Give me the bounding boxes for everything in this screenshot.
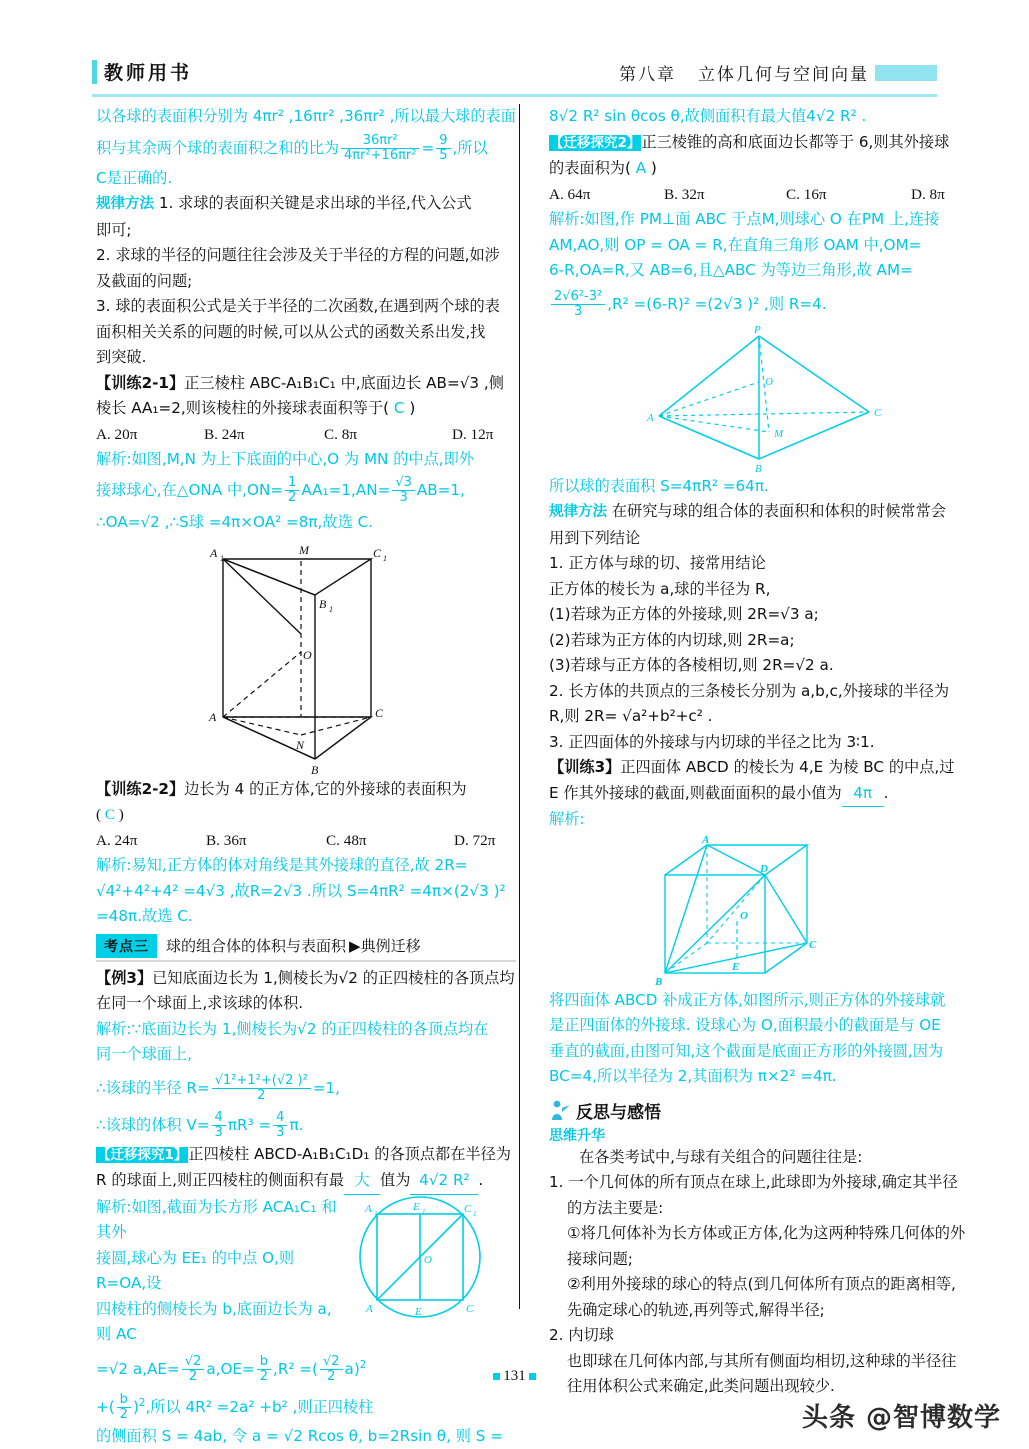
siwei-item1d: 接球问题; <box>567 1249 633 1268</box>
fraction-radius: $\frac{\text{√1²+1²+(√2 )²}}{2}$ <box>212 1074 311 1104</box>
guilv2-line5: (1)若球为正方体的外接球,则 2R=√3 a; <box>549 605 819 623</box>
svg-text:E: E <box>731 960 739 973</box>
xunlian21-q2: 棱长 AA₁=2,则该棱柱的外接球表面积等于( <box>96 399 390 417</box>
sol4-d: a <box>344 1359 354 1378</box>
li3-sol4-mid: πR³ = <box>227 1115 272 1134</box>
guilv-line6: 面积相关关系的问题的时候,可以从公式的函数关系出发,找 <box>96 322 486 341</box>
svg-text:E: E <box>415 1305 422 1318</box>
right-cont1: 8√2 R² sin θcos θ,故侧面积有最大值4√2 R² . <box>549 107 867 125</box>
fansi-title: 反思与感悟 <box>576 1102 661 1123</box>
svg-text:C: C <box>464 1202 472 1215</box>
fraction-half: $\frac{1}{2}$ <box>285 476 299 506</box>
header-chapter-title: 立体几何与空间向量 <box>698 65 869 85</box>
right-column <box>549 104 969 1400</box>
xunlian21-q1b: √3 ,侧 <box>459 373 504 392</box>
kaodian-pill: 考点三 <box>96 934 157 958</box>
guilv2-line8: 2. 长方体的共顶点的三条棱长分别为 a,b,c,外接球的半径为 <box>549 681 950 700</box>
xunlian21-options <box>96 422 516 448</box>
xunlian21-sol2 <box>96 473 516 507</box>
guilv-label: 规律方法 <box>96 196 154 212</box>
siwei-item1f: 先确定球心的轨迹,再列等式,解得半径; <box>567 1300 825 1319</box>
qianyi2-sol1: 解析:如图,作 PM⊥面 ABC 于点M,则球心 O 在PM 上,连接 <box>549 210 940 228</box>
kaodian-suffix: 典例迁移 <box>360 937 421 955</box>
xunlian3-sol-label: 解析: <box>549 810 585 828</box>
xunlian3-line1 <box>549 755 969 781</box>
xunlian3-line2 <box>549 781 969 808</box>
fraction-b-2a: $\frac{b}{2}$ <box>257 1355 271 1385</box>
guilv2-text1: 在研究与球的组合体的表面积和体积的时候常常会 <box>611 502 946 520</box>
svg-text:M: M <box>299 542 309 557</box>
qianyi2-q2: 的表面积为( <box>549 159 631 177</box>
figure-cube-with-tetrahedron <box>549 833 969 988</box>
page-footer <box>0 1368 1029 1385</box>
header-left <box>92 58 192 85</box>
svg-text:C: C <box>808 938 816 951</box>
blank-answer-2[interactable]: 4√2 R² <box>410 1168 478 1195</box>
guilv2-line10: 3. 正四面体的外接球与内切球的半径之比为 3∶1. <box>549 732 875 751</box>
after-cube-line4: BC=4,所以半径为 2,其面积为 π×2² =4π. <box>549 1067 837 1085</box>
svg-text:C: C <box>466 1302 474 1315</box>
top-para-line2-post: ,所以 <box>452 138 488 157</box>
fraction-b-2b: $\frac{b}{2}$ <box>117 1393 131 1423</box>
svg-text:O: O <box>303 647 312 662</box>
guilv2-line6: (2)若球为正方体的内切球,则 2R=a; <box>549 630 795 649</box>
blank-answer-1[interactable]: 大 <box>344 1168 380 1195</box>
svg-text:1: 1 <box>422 1207 426 1216</box>
qianyi1-line1 <box>96 1142 516 1169</box>
sol5-a: + <box>96 1397 109 1416</box>
qianyi1-sol4: =√2 a,AE= $\frac{√2}{2}$ a,OE= $\frac{b}{2}$ ,R² =( $\frac{√2}{2}$ a)$^2$ <box>96 1353 367 1385</box>
figure-triangular-prism <box>96 537 516 777</box>
siwei-item1c: ①将几何体补为长方体或正方体,化为这两种特殊几何体的外 <box>567 1224 966 1242</box>
siwei-intro: 在各类考试中,与球有关组合的问题往往是: <box>579 1147 863 1166</box>
svg-text:A: A <box>701 833 709 846</box>
xunlian3-q2a: E 作其外接球的截面,则截面面积的最小值为 <box>549 783 842 802</box>
siwei-item1b: 的方法主要是: <box>567 1198 664 1217</box>
svg-text:1: 1 <box>383 553 387 563</box>
person-idea-icon <box>549 1099 571 1121</box>
fraction-am: $\frac{\text{2√6²-3²}}{3}$ <box>551 290 605 320</box>
xunlian22-sol1: 解析:易知,正方体的体对角线是其外接球的直径,故 2R= <box>96 856 468 874</box>
svg-text:1: 1 <box>473 1209 477 1218</box>
option-c: C. 8π <box>324 425 357 443</box>
qianyi2-line2 <box>549 156 969 182</box>
option-c: C. 16π <box>786 185 827 203</box>
after-cube-line2: 是正四面体的外接球. 设球心为 O,面积最小的截面是与 OE <box>549 1016 941 1034</box>
qianyi1-q1: 正四棱柱 ABCD-A₁B₁C₁D₁ 的各顶点都在半径为 <box>188 1144 511 1163</box>
kaodian-rule <box>96 960 516 962</box>
qianyi1-sol6: 的侧面积 S = 4ab, 令 a = √2 Rcos θ, b=2Rsin θ, 则 S = <box>96 1426 503 1445</box>
xunlian21-q2end: ) <box>409 399 416 417</box>
fraction-sqrt3-3: $\frac{√3}{3}$ <box>392 476 415 506</box>
header-chapter: 第八章 <box>619 65 676 85</box>
blank-answer-3[interactable]: 4π <box>842 781 884 808</box>
qianyi1-sol3: 四棱柱的侧棱长为 b,底面边长为 a,则 AC <box>96 1299 332 1343</box>
svg-text:O: O <box>424 1253 432 1266</box>
guilv-line4: 及截面的问题; <box>96 271 193 290</box>
xunlian22-line1 <box>96 777 516 803</box>
fraction-4-3b: $\frac{4}{3}$ <box>273 1111 287 1141</box>
svg-text:D: D <box>759 862 768 875</box>
header-rule <box>92 94 937 97</box>
qianyi2-sol4 <box>549 284 969 324</box>
figure-tetrahedron-pabc <box>549 324 969 474</box>
fraction-sqrt2-2a: $\frac{√2}{2}$ <box>182 1355 205 1385</box>
li3-sol1: 解析:∵底面边长为 1,侧棱长为√2 的正四棱柱的各顶点均在 <box>96 1019 489 1038</box>
xunlian22-sol2: √4²+4²+4² =4√3 ,故R=2√3 .所以 S=4πR² =4π×(2√3 )² <box>96 881 506 900</box>
qianyi1-sol5: +( $\frac{b}{2}$ )$^2$,所以 4R² =2a² +b² ,则正四棱柱 <box>96 1391 374 1423</box>
figure-square-in-circle <box>350 1191 490 1328</box>
qianyi1-solution-row <box>96 1195 516 1386</box>
top-para-line1: 以各球的表面积分别为 4πr² ,16πr² ,36πr² ,所以最大球的表面 <box>96 107 516 125</box>
xunlian22-q1: 边长为 4 的正方体,它的外接球的表面积为 <box>184 779 467 798</box>
option-b: B. 32π <box>664 185 705 203</box>
xunlian3-q1: 正四面体 ABCD 的棱长为 4,E 为棱 BC 的中点,过 <box>620 758 955 776</box>
svg-text:A: A <box>210 545 218 560</box>
option-a: A. 64π <box>549 185 591 203</box>
page-header <box>0 58 1029 98</box>
li3-sol3-end: =1, <box>312 1078 341 1097</box>
siwei-subtitle: 思维升华 <box>549 1127 605 1144</box>
guilv2-label: 规律方法 <box>549 504 607 520</box>
li3-line2: 在同一个球面上,求该球的体积. <box>96 994 304 1012</box>
xunlian3-tag: 【训练3】 <box>549 758 621 776</box>
qianyi2-sol2: AM,AO,则 OP = OA = R,在直角三角形 OAM 中,OM= <box>549 235 922 254</box>
li3-q1: 已知底面边长为 1,侧棱长为√2 的正四棱柱的各顶点均 <box>152 968 515 987</box>
siwei-item1e: ②利用外接球的球心的特点(到几何体所有顶点的距离相等, <box>567 1275 956 1293</box>
li3-sol2: 同一个球面上, <box>96 1045 192 1063</box>
svg-text:B: B <box>755 462 762 474</box>
header-book-label: 教师用书 <box>104 62 193 84</box>
svg-text:A: A <box>647 411 654 424</box>
section-kaodian-3 <box>96 934 516 958</box>
qianyi1-q2a: R 的球面上,则正四棱柱的侧面积有最 <box>96 1171 345 1189</box>
header-right <box>619 60 937 85</box>
svg-text:E: E <box>413 1200 420 1213</box>
guilv2-line7: (3)若球与正方体的各棱相切,则 2R=√2 a. <box>549 656 834 674</box>
qianyi2-line1 <box>549 130 969 157</box>
left-column <box>96 104 516 1449</box>
eq-1: = <box>421 138 435 157</box>
guilv-line3: 2. 求球的半径的问题往往会涉及关于半径的方程的问题,如涉 <box>96 246 500 264</box>
svg-text:B: B <box>654 975 662 988</box>
xunlian22-sol3: =48π.故选 C. <box>96 907 193 925</box>
li3-sol3-pre: ∴该球的半径 R= <box>96 1078 210 1097</box>
xunlian21-answer: C <box>393 399 405 417</box>
xunlian22-answer: C <box>104 806 115 823</box>
svg-text:O: O <box>739 909 748 922</box>
footer-square-right-icon <box>529 1373 536 1380</box>
guilv2-line3: 1. 正方体与球的切、接常用结论 <box>549 554 766 572</box>
xunlian22-open: ( <box>96 806 102 823</box>
guilv-line7: 到突破. <box>96 348 147 366</box>
xunlian21-sol1: 解析:如图,M,N 为上下底面的中心,O 为 MN 的中点,即外 <box>96 450 474 468</box>
guilv2-line2: 用到下列结论 <box>549 528 641 547</box>
svg-text:C: C <box>874 406 882 419</box>
svg-text:B: B <box>319 596 327 611</box>
top-para-line2-pre: 积与其余两个球的表面积之和的比为 <box>96 138 339 157</box>
xunlian21-line2 <box>96 396 516 422</box>
option-b: B. 24π <box>204 425 245 443</box>
qianyi2-q2end: ) <box>650 159 657 177</box>
option-a: A. 20π <box>96 425 138 443</box>
svg-text:A: A <box>366 1302 373 1315</box>
qianyi1-solution-text <box>96 1195 367 1386</box>
svg-text:N: N <box>296 737 305 752</box>
guilv-line2: 即可; <box>96 220 132 239</box>
qianyi2-tag: 【迁移探究2】 <box>550 134 641 151</box>
after-cube-line1: 将四面体 ABCD 补成正方体,如图所示,则正方体的外接球就 <box>549 990 946 1009</box>
column-divider <box>519 104 520 1309</box>
svg-text:P: P <box>754 323 761 336</box>
fraction-1: $\frac{\text{36πr²}}{\text{4πr²+16πr²}}$ <box>341 134 419 164</box>
page-number: 131 <box>503 1368 526 1384</box>
siwei-item2b: 也即球在几何体内部,与其所有侧面均相切,这种球的半径往 <box>567 1351 957 1370</box>
guilv2-line9: R,则 2R= √a²+b²+c² . <box>549 707 713 725</box>
kaodian-title: 球的组合体的体积与表面积 <box>166 937 347 955</box>
guilv-line5: 3. 球的表面积公式是关于半径的二次函数,在遇到两个球的表 <box>96 297 500 315</box>
svg-text:1: 1 <box>220 553 224 563</box>
svg-text:C: C <box>375 705 384 720</box>
xunlian22-tag: 【训练2-2】 <box>96 779 185 798</box>
li3-sol4-pre: ∴该球的体积 V= <box>96 1115 210 1134</box>
svg-text:A: A <box>365 1202 372 1215</box>
qianyi2-sol3: 6-R,OA=R,又 AB=6,且△ABC 为等边三角形,故 AM= <box>549 261 913 279</box>
option-a: A. 24π <box>96 831 138 849</box>
xunlian21-sol3: ∴OA=√2 ,∴S球 =4π×OA² =8π,故选 C. <box>96 512 374 531</box>
option-d: D. 12π <box>452 425 494 443</box>
svg-text:A: A <box>209 709 217 724</box>
fraction-2: $\frac{9}{5}$ <box>436 134 450 164</box>
svg-text:B: B <box>311 762 319 777</box>
header-accent-bar <box>92 60 97 84</box>
qianyi2-q1: 正三棱锥的高和底面边长都等于 6,则其外接球 <box>641 132 950 151</box>
qianyi1-q2b: 值为 <box>380 1171 411 1189</box>
option-d: D. 8π <box>911 185 945 203</box>
top-para-line2 <box>96 130 516 166</box>
option-c: C. 48π <box>326 831 367 849</box>
xunlian3-q2b: . <box>883 783 889 802</box>
svg-text:C: C <box>373 545 382 560</box>
footer-square-left-icon <box>493 1373 500 1380</box>
svg-text:O: O <box>765 375 773 388</box>
xunlian22-options <box>96 828 516 854</box>
svg-text:M: M <box>774 427 784 440</box>
xunlian21-q1a: 正三棱柱 ABC-A₁B₁C₁ 中,底面边长 AB= <box>184 373 460 392</box>
siwei-item2a: 2. 内切球 <box>549 1326 614 1344</box>
kaodian-arrow-icon: ▶ <box>349 936 361 955</box>
after-cube-line3: 垂直的截面,由图可知,这个截面是底面正方形的外接圆,因为 <box>549 1041 944 1060</box>
fansi-heading <box>549 1098 969 1123</box>
qianyi1-sol1: 解析:如图,截面为长方形 ACA₁C₁ 和其外 <box>96 1197 337 1241</box>
siwei-item2c: 往用体积公式来确定,此类问题出现较少. <box>567 1377 835 1395</box>
after-tetra-line: 所以球的表面积 S=4πR² =64π. <box>549 476 769 495</box>
guilv2-line4: 正方体的棱长为 a,球的半径为 R, <box>549 579 771 598</box>
guilv-text1: 1. 求球的表面积关键是求出球的半径,代入公式 <box>158 194 472 212</box>
top-para-line3: C是正确的. <box>96 168 173 187</box>
sol2-mid: AA₁=1,AN= <box>301 480 391 499</box>
qianyi1-sol2: 接圆,球心为 EE₁ 的中点 O,则 R=OA,设 <box>96 1248 295 1292</box>
qianyi1-q2c: . <box>478 1171 484 1189</box>
xunlian21-tag: 【训练2-1】 <box>96 373 185 392</box>
xunlian21-line1 <box>96 371 516 397</box>
guilv2-line1 <box>549 499 969 526</box>
svg-text:1: 1 <box>374 1209 378 1218</box>
li3-line1 <box>96 966 516 992</box>
li3-sol4 <box>96 1108 516 1142</box>
qianyi1-tag: 【迁移探究1】 <box>97 1146 188 1163</box>
sol2-end: AB=1, <box>416 480 465 499</box>
qianyi2-sol4-end: ,R² =(6-R)² =(2√3 )² ,则 R=4. <box>607 294 827 313</box>
sol4-a: =√2 a,AE= <box>96 1359 180 1378</box>
li3-sol3 <box>96 1068 516 1108</box>
siwei-item1a: 1. 一个几何体的所有顶点在球上,此球即为外接球,确定其半径 <box>549 1173 958 1191</box>
sol2-pre: 接球球心,在△ONA 中,ON= <box>96 480 284 499</box>
fraction-4-3a: $\frac{4}{3}$ <box>212 1111 226 1141</box>
option-d: D. 72π <box>454 831 496 849</box>
sol4-c: ,R² = <box>273 1359 313 1378</box>
svg-text:1: 1 <box>329 604 333 614</box>
watermark: 头条 @智博数学 <box>801 1403 1001 1433</box>
sol4-b: a,OE= <box>206 1359 255 1378</box>
qianyi2-options <box>549 182 969 208</box>
option-b: B. 36π <box>206 831 247 849</box>
li3-sol4-end: π. <box>289 1115 304 1134</box>
header-accent-block <box>875 65 937 81</box>
xunlian22-close: ) <box>118 806 124 823</box>
guilv-line1 <box>96 191 516 218</box>
qianyi2-answer: A <box>635 159 647 177</box>
fraction-sqrt2-2b: $\frac{√2}{2}$ <box>320 1355 343 1385</box>
li3-tag: 【例3】 <box>96 968 153 987</box>
xunlian22-line2 <box>96 802 516 828</box>
sol5-b: ,所以 4R² =2a² +b² ,则正四棱柱 <box>145 1397 374 1416</box>
